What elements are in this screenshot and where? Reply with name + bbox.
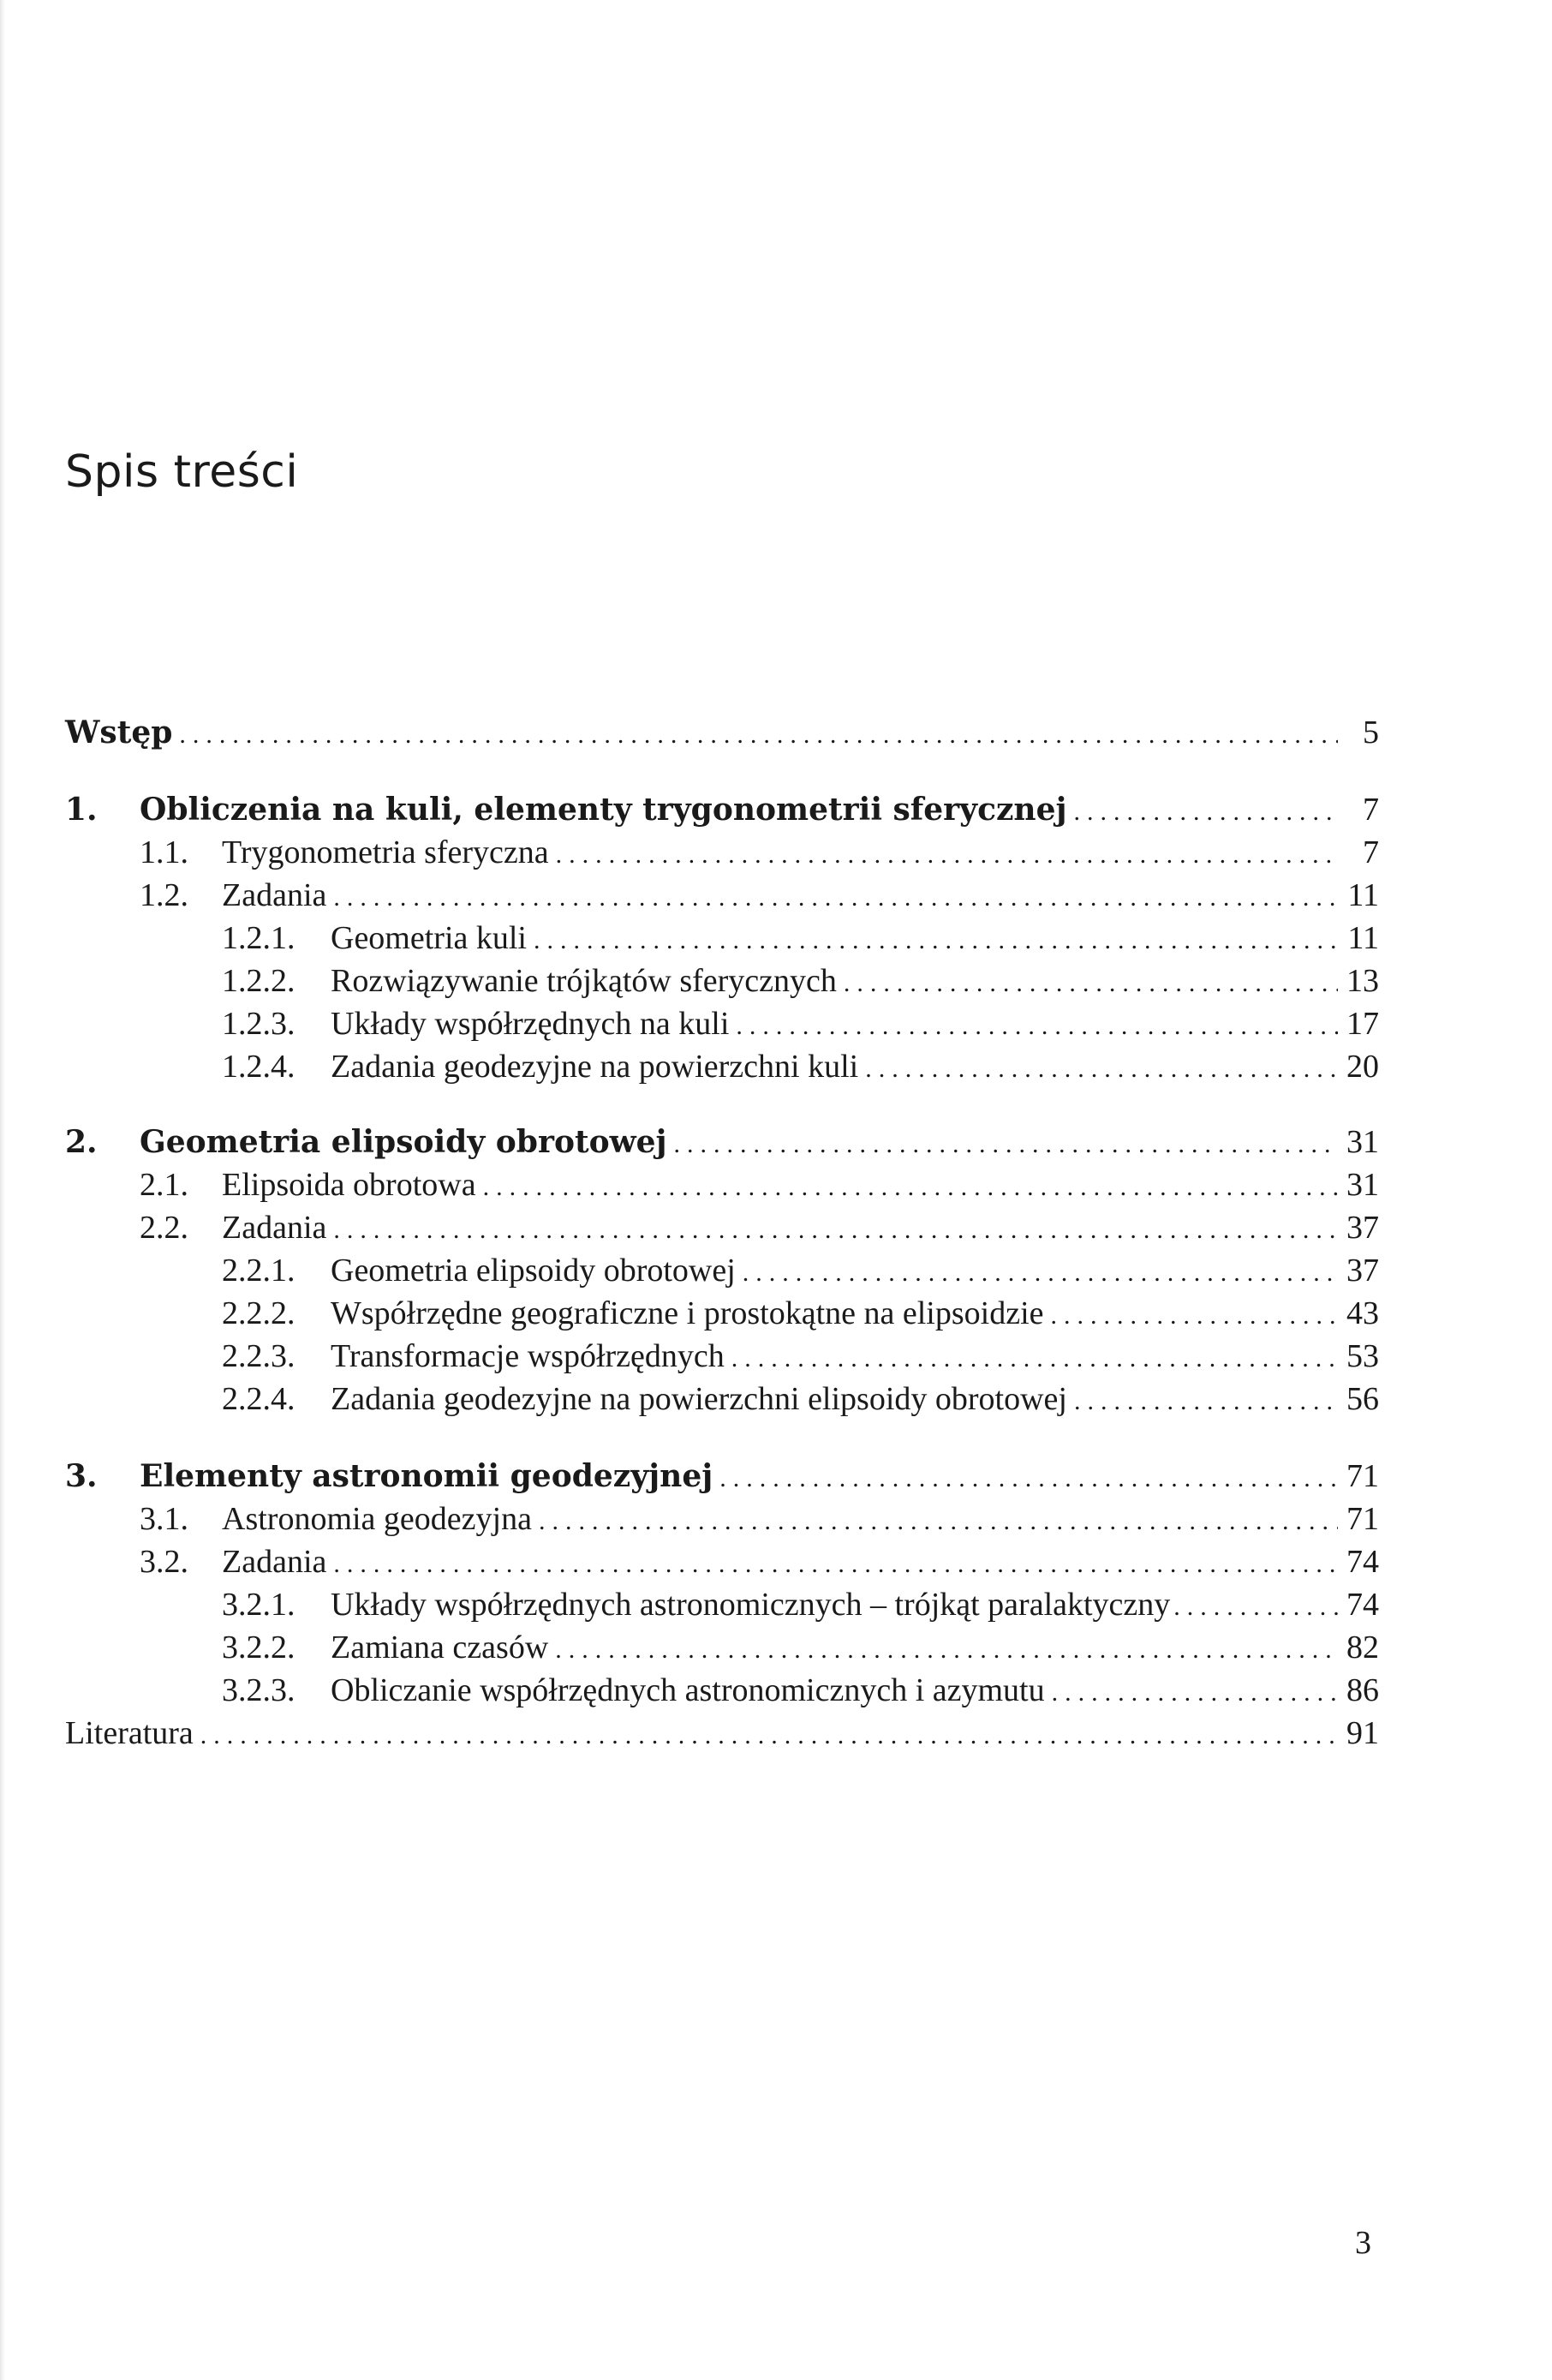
toc-entry-label: Literatura xyxy=(65,1715,194,1751)
toc-entry-number: 1.2.4. xyxy=(222,1049,295,1085)
scan-edge-shadow xyxy=(0,0,5,2380)
dot-leader xyxy=(743,1252,1338,1295)
toc-entry-page: 82 xyxy=(1346,1630,1379,1665)
toc-entry-number: 1.2.2. xyxy=(222,963,295,999)
toc-entry-label: Zadania geodezyjne na powierzchni kuli xyxy=(331,1049,859,1085)
toc-entry-number: 1.2.1. xyxy=(222,920,295,956)
toc-entry-page: 7 xyxy=(1363,792,1379,828)
toc-entry-number: 3.2.1. xyxy=(222,1587,295,1623)
toc-entry-label: Transformacje współrzędnych xyxy=(331,1338,725,1374)
toc-entry-label: Współrzędne geograficzne i prostokątne na elipsoidzie xyxy=(331,1295,1044,1331)
dot-leader xyxy=(556,834,1338,876)
page-number: 3 xyxy=(1355,2225,1371,2261)
toc-entry-number: 3.2. xyxy=(140,1544,188,1580)
toc-entry-number: 1.2.3. xyxy=(222,1006,295,1042)
dot-leader xyxy=(865,1048,1338,1091)
toc-subsection-1-2-1[interactable] xyxy=(65,917,1379,960)
toc-entry-page: 91 xyxy=(1346,1715,1379,1751)
toc-entry-page: 11 xyxy=(1347,920,1379,956)
toc-entry-page: 37 xyxy=(1346,1253,1379,1289)
toc-section-1-2[interactable] xyxy=(65,874,1379,917)
toc-entry-label: Geometria elipsoidy obrotowej xyxy=(331,1253,736,1289)
toc-entry-number: 3. xyxy=(65,1458,98,1494)
toc-section-3-1[interactable] xyxy=(65,1498,1379,1540)
toc-entry-number: 2.1. xyxy=(140,1167,188,1203)
dot-leader xyxy=(534,919,1338,962)
toc-entry-page: 71 xyxy=(1346,1501,1379,1537)
dot-leader xyxy=(333,1209,1338,1252)
toc-entry-label: Zadania xyxy=(222,877,327,913)
toc-entry-wstep[interactable] xyxy=(65,711,1379,754)
dot-leader xyxy=(719,1457,1338,1500)
toc-entry-page: 37 xyxy=(1346,1210,1379,1246)
toc-entry-number: 1.1. xyxy=(140,834,188,870)
toc-entry-label: Geometria elipsoidy obrotowej xyxy=(140,1124,667,1160)
toc-subsection-2-2-3[interactable] xyxy=(65,1335,1379,1378)
toc-subsection-1-2-3[interactable] xyxy=(65,1002,1379,1045)
toc-subsection-3-2-1[interactable] xyxy=(65,1583,1379,1626)
dot-leader xyxy=(333,1543,1338,1586)
toc-entry-label: Elipsoida obrotowa xyxy=(222,1167,476,1203)
toc-entry-number: 1.2. xyxy=(140,877,188,913)
toc-entry-label: Elementy astronomii geodezyjnej xyxy=(140,1458,713,1494)
toc-subsection-2-2-1[interactable] xyxy=(65,1249,1379,1292)
toc-section-1-1[interactable] xyxy=(65,831,1379,874)
dot-leader xyxy=(731,1337,1338,1380)
toc-chapter-1[interactable] xyxy=(65,788,1379,831)
toc-entry-label: Zamiana czasów xyxy=(331,1630,549,1665)
toc-entry-label: Trygonometria sferyczna xyxy=(222,834,549,870)
toc-entry-number: 3.2.3. xyxy=(222,1672,295,1708)
toc-entry-label: Zadania xyxy=(222,1544,327,1580)
dot-leader xyxy=(200,1714,1338,1757)
toc-entry-label: Wstęp xyxy=(65,715,173,750)
toc-entry-label: Geometria kuli xyxy=(331,920,527,956)
toc-entry-page: 71 xyxy=(1346,1458,1379,1494)
dot-leader xyxy=(1051,1295,1339,1337)
dot-leader xyxy=(1052,1671,1338,1714)
toc-entry-page: 74 xyxy=(1346,1587,1379,1623)
toc-entry-literatura[interactable] xyxy=(65,1712,1379,1755)
dot-leader xyxy=(844,962,1338,1005)
dot-leader xyxy=(179,714,1338,756)
toc-entry-number: 2. xyxy=(65,1124,98,1160)
toc-entry-label: Układy współrzędnych na kuli xyxy=(331,1006,730,1042)
toc-entry-page: 7 xyxy=(1363,834,1379,870)
dot-leader xyxy=(555,1629,1338,1671)
toc-entry-page: 31 xyxy=(1346,1167,1379,1203)
toc-entry-page: 74 xyxy=(1346,1544,1379,1580)
toc-subsection-2-2-2[interactable] xyxy=(65,1292,1379,1335)
dot-leader xyxy=(1173,1586,1341,1629)
toc-entry-page: 20 xyxy=(1346,1049,1379,1085)
toc-entry-page: 17 xyxy=(1346,1006,1379,1042)
toc-entry-page: 13 xyxy=(1346,963,1379,999)
toc-entry-label: Obliczanie współrzędnych astronomicznych i azymutu xyxy=(331,1672,1045,1708)
dot-leader xyxy=(1074,791,1338,834)
toc-entry-label: Rozwiązywanie trójkątów sferycznych xyxy=(331,963,837,999)
toc-chapter-2[interactable] xyxy=(65,1121,1379,1163)
toc-entry-label: Zadania xyxy=(222,1210,327,1246)
toc-section-2-1[interactable] xyxy=(65,1163,1379,1206)
toc-entry-label: Obliczenia na kuli, elementy trygonometrii sferycznej xyxy=(140,792,1067,828)
toc-entry-label: Astronomia geodezyjna xyxy=(222,1501,532,1537)
dot-leader xyxy=(483,1166,1338,1209)
toc-entry-number: 2.2.3. xyxy=(222,1338,295,1374)
dot-leader xyxy=(1074,1380,1338,1423)
dot-leader xyxy=(674,1123,1338,1166)
toc-entry-number: 2.2.1. xyxy=(222,1253,295,1289)
toc-chapter-3[interactable] xyxy=(65,1455,1379,1498)
toc-entry-number: 3.2.2. xyxy=(222,1630,295,1665)
toc-entry-label: Zadania geodezyjne na powierzchni elipsoidy obrotowej xyxy=(331,1381,1067,1417)
toc-entry-page: 53 xyxy=(1346,1338,1379,1374)
toc-subsection-1-2-2[interactable] xyxy=(65,960,1379,1002)
page-title: Spis treści xyxy=(65,446,299,498)
toc-entry-page: 43 xyxy=(1346,1295,1379,1331)
toc-entry-number: 3.1. xyxy=(140,1501,188,1537)
toc-section-3-2[interactable] xyxy=(65,1540,1379,1583)
toc-entry-page: 86 xyxy=(1346,1672,1379,1708)
dot-leader xyxy=(333,876,1338,919)
toc-entry-page: 5 xyxy=(1363,715,1379,750)
toc-entry-number: 2.2.2. xyxy=(222,1295,295,1331)
toc-subsection-1-2-4[interactable] xyxy=(65,1045,1379,1088)
toc-entry-number: 1. xyxy=(65,792,98,828)
toc-section-2-2[interactable] xyxy=(65,1206,1379,1249)
toc-entry-page: 11 xyxy=(1347,877,1379,913)
toc-entry-label: Układy współrzędnych astronomicznych – trójkąt paralaktyczny xyxy=(331,1587,1171,1623)
dot-leader xyxy=(736,1005,1338,1048)
toc-subsection-2-2-4[interactable] xyxy=(65,1378,1379,1420)
toc-subsection-3-2-2[interactable] xyxy=(65,1626,1379,1669)
toc-entry-page: 56 xyxy=(1346,1381,1379,1417)
toc-subsection-3-2-3[interactable] xyxy=(65,1669,1379,1712)
toc-entry-page: 31 xyxy=(1346,1124,1379,1160)
toc-entry-number: 2.2.4. xyxy=(222,1381,295,1417)
toc-entry-number: 2.2. xyxy=(140,1210,188,1246)
dot-leader xyxy=(539,1500,1338,1543)
